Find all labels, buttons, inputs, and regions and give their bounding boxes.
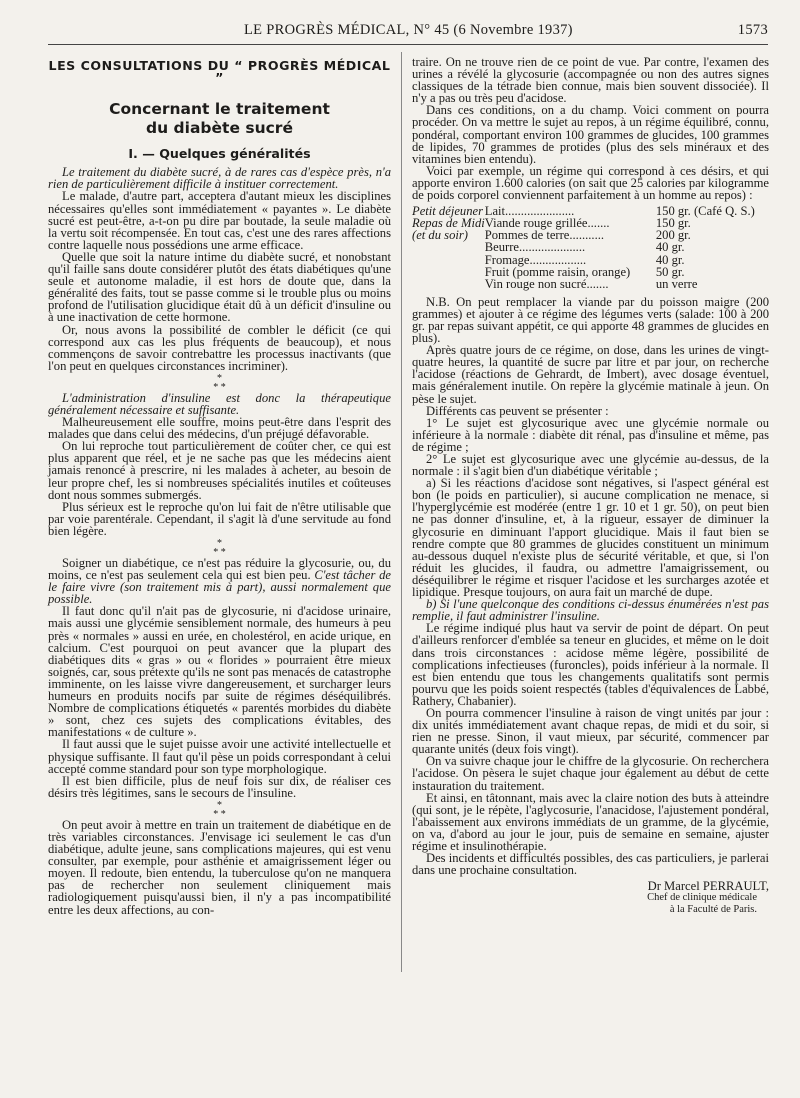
- table-row: Fromage.................. 40 gr.: [484, 252, 685, 267]
- section-banner: LES CONSULTATIONS DU “ PROGRÈS MÉDICAL ”: [48, 58, 391, 86]
- header-rule: [48, 44, 768, 45]
- left-column: [48, 56, 391, 916]
- paragraph: Différents cas peuvent se présenter :: [426, 403, 609, 418]
- author-affiliation: à la Faculté de Paris.: [669, 904, 757, 916]
- emphasis-paragraph: L'administration d'insuline est donc la thérapeutique généralement nécessaire et suffisante.: [48, 390, 391, 417]
- running-title: LE PROGRÈS MÉDICAL, N° 45 (6 Novembre 1937): [244, 22, 573, 38]
- paragraph: Dans ces conditions, on a du champ. Voici comment on pourra procéder. On va mettre le sujet au repos, à un régime équilibré, connu, pondéral, comportant environ 100 grammes de glucides, 100 grammes de lipides, 70 grammes de protides (plus des sels minéraux et des vitamines bien entendu).: [412, 103, 769, 166]
- paragraph: a) Si les réactions d'acidose sont négatives, si l'aspect général est bon (le poids en particulier), si aucune complication ne menace, si l'hyperglycémie est modérée (entre 1 gr. 10 et 1 gr. 50), on peut bien ne pas donner d'insuline, et, à la rigueur, essayer de diminuer la glycosurie en diminuant l'apport glucidique. Mais il faut bien se rendre compte que 80 grammes de glucides constituent un minimum au-dessous duquel n'existe plus de sécurité véritable, et que, si l'on réduit les glucides, il faudra, ou admettre l'amaigrissement, ou déséquilibrer le régime et risquer l'acidose et les surcharges azotée et lipidique. Presque toujours, on aura fait un marché de dupe.: [412, 476, 769, 600]
- section-separator: * * *: [213, 799, 226, 820]
- paragraph: Des incidents et difficultés possibles, des cas particuliers, je parlerai dans une prochaine consultation.: [412, 851, 769, 878]
- author-name: Dr Marcel PERRAULT,: [647, 879, 769, 894]
- paragraph: Il est bien difficile, plus de neuf fois sur dix, de réaliser ces désirs très légitimes, sans le secours de l'insuline.: [48, 773, 391, 800]
- table-row: Vin rouge non sucré....... un verre: [484, 276, 698, 291]
- paragraph: On peut avoir à mettre en train un traitement de diabétique en de très variables circonstances. J'envisage ici seulement le cas d'un diabétique, adulte jeune, sans complications majeures, qui est venu consulter, par exemple, pour asthénie et amaigrissement léger ou moyen. Il redoute, bien entendu, la tuberculose qu'on ne manquera pas de rechercher non seulement cliniquement mais radiologiquement puisqu'aussi bien, il n'y a pas incompatibilité entre les deux affections, au con-: [48, 817, 391, 917]
- paragraph: 1° Le sujet est glycosurique avec une glycémie normale ou inférieure à la normale : diabète dit rénal, pas d'insuline et même, pas de régime ;: [412, 415, 769, 454]
- paragraph: Malheureusement elle souffre, moins peut-être dans l'esprit des malades que dans celui des médecins, d'un préjugé défavorable.: [48, 415, 391, 442]
- running-header: [48, 22, 768, 42]
- diet-table: [412, 205, 769, 290]
- section-separator: * * *: [213, 538, 226, 558]
- title-line-1: Concernant le traitement: [109, 100, 330, 119]
- paragraph: On pourra commencer l'insuline à raison de vingt unités par jour : dix unités immédiatement avant chaque repas, de midi et du soir, si rien ne presse. Sinon, il vaut mieux, par sécurité, commencer par quarante unités (deux fois vingt).: [412, 705, 769, 757]
- paragraph: On lui reproche tout particulièrement de coûter cher, ce qui est plus apparent que réel, et je ne sache pas que les médecins aient jamais renoncé à prescrire, ni les malades à acheter, au besoin de leur propre chef, les si nombreuses spécialités inutiles et coûteuses dont nous sommes submergés.: [48, 439, 391, 502]
- paragraph: Soigner un diabétique, ce n'est pas réduire la glycosurie, ou, du moins, ce n'est pas seulement cela qui est bien peu. C'est tâcher de le faire vivre (son traitement mis à part), aussi normalement que possible.: [48, 556, 391, 607]
- paragraph: Après quatre jours de ce régime, on dose, dans les urines de vingt-quatre heures, la quantité de sucre par litre et par jour, on recherche l'acidose (réactions de Gehrardt, de Imbert), avec dosage éventuel, mais généralement inutile. On repère la glycémie matinale à jeun. On pèse le sujet.: [412, 343, 769, 406]
- diet-note: N.B. On peut remplacer la viande par du poisson maigre (200 grammes) et ajouter à ce régime des légumes verts (salade: 100 à 200 gr. par repas suivant appétit, ce qui apporte 48 grammes de glucides en plus).: [412, 294, 769, 346]
- paragraph: Or, nous avons la possibilité de combler le déficit (ce qui correspond aux cas les plus fréquents de beaucoup), et nous commençons de savoir contrebattre les processus inactivants (que l'on peut en quelques circonstances incriminer).: [48, 322, 391, 373]
- paragraph: Il faut aussi que le sujet puisse avoir une activité intellectuelle et physique suffisante. Il faut qu'il pèse un poids correspondant à celui accepté comme standard pour son type morphologique.: [48, 737, 391, 776]
- paragraph: Le régime indiqué plus haut va servir de point de départ. On peut d'ailleurs renforcer d'emblée sa teneur en glucides, et même on le doit dans trois circonstances : acidose même légère, possibilité de complications infectieuses (furoncles), poids inférieur à la normale. Il est bien entendu que tous les changements qualitatifs sont permis pourvu que les poids soient respectés (tables d'équivalences de Labbé, Rathery, Chabanier).: [412, 621, 769, 708]
- section-heading: I. — Quelques généralités: [128, 146, 311, 162]
- paragraph: Voici par exemple, un régime qui correspond à ces désirs, et qui apporte environ 1.600 calories (on sait que 25 calories par kilogramme de poids corporel conviennent parfaitement à un homme au repos) :: [412, 163, 769, 203]
- table-row: (et du soir) Pommes de terre........... 200 gr.: [412, 228, 691, 243]
- paragraph: b) Si l'une quelconque des conditions ci-dessus énumérées n'est pas remplie, il faut administrer l'insuline.: [412, 597, 769, 624]
- section-separator: * * *: [213, 372, 226, 393]
- paragraph: Plus sérieux est le reproche qu'on lui fait de n'être utilisable que par voie parentérale. Cependant, il s'agit là d'une servitude au fond bien légère.: [48, 499, 391, 538]
- paragraph: On va suivre chaque jour le chiffre de la glycosurie. On recherchera l'acidose. On pèsera le sujet chaque jour également au début de cette instauration du traitement.: [412, 754, 769, 793]
- table-row: Beurre..................... 40 gr.: [484, 240, 685, 255]
- right-column: [412, 56, 769, 916]
- signature-block: [412, 880, 769, 916]
- table-row: Repas de Midi Viande rouge grillée....... 150 gr.: [412, 216, 691, 231]
- paragraph: traire. On ne trouve rien de ce point de vue. Par contre, l'examen des urines a révélé la glycosurie (accompagnée ou non des autres signes classiques de la tétrade bien connue, mais bien souvent dissociée). Il n'y a pas ou très peu d'acidose.: [412, 55, 769, 106]
- paragraph: 2° Le sujet est glycosurique avec une glycémie au-dessus, de la normale : il s'agit bien d'un diabétique véritable ;: [412, 452, 769, 479]
- column-divider: [401, 52, 402, 972]
- lead-paragraph: Le traitement du diabète sucré, à de rares cas d'espèce près, n'a rien de particulièrement difficile à instituer correctement.: [48, 165, 391, 192]
- table-row: Fruit (pomme raisin, orange) 50 gr.: [484, 264, 685, 279]
- author-role: Chef de clinique médicale: [647, 892, 757, 904]
- paragraph: Il faut donc qu'il n'ait pas de glycosurie, ni d'acidose urinaire, mais aussi une glycémie sensiblement normale, des humeurs à peu près « normales » aussi en urée, en cholestérol, en acide urique, en calcium. C'est pourquoi on peut avancer que la plupart des diabétiques dits « gras » ou « florides » pourraient être mieux soignés, car, sous prétexte qu'ils ne sont pas menacés de catastrophe imminente, on les laisse vivre dangereusement, et surcharger leurs humeurs en produits nocifs par suite de régimes déséquilibrés. Nombre de complications étiquetés « parentés morbides du diabète » sont, chez ces sujets des complications évitables, des manifestations « de culture ».: [48, 604, 391, 740]
- title-line-2: du diabète sucré: [146, 119, 293, 138]
- paragraph: Quelle que soit la nature intime du diabète sucré, et nonobstant qu'il faille sans doute considérer plutôt des états diabétiques qu'une seule et autonome maladie, il est hors de doute que, dans la généralité des faits, tout se passe comme si le trouble plus ou moins profond de l'utilisation glucidique était dû à un déficit d'insuline ou à une inactivation de cette hormone.: [48, 249, 391, 325]
- article-title: [48, 100, 391, 138]
- paragraph: Le malade, d'autre part, acceptera d'autant mieux les disciplines nécessaires qu'elles sont immédiatement « payantes ». Le diabète sucré est peut-être, a-t-on pu dire par boutade, la seule maladie où la vertu soit récompensée. En tout cas, c'est une des rares affections contre laquelle nous possédions une arme efficace.: [48, 189, 391, 252]
- page-number: 1573: [737, 22, 768, 38]
- table-row: Petit déjeuner Lait...................... 150 gr. (Café Q. S.): [412, 204, 755, 219]
- paragraph: Et ainsi, en tâtonnant, mais avec la claire notion des buts à atteindre (qui sont, je le répète, l'aglycosurie, l'anacidose, l'ajustement pondéral, l'abaissement aux environs immédiats de un gramme, de la glycémie, on va, d'abord au jour le jour, puis de semaine en semaine, ajuster régime et insulinothérapie.: [412, 790, 769, 853]
